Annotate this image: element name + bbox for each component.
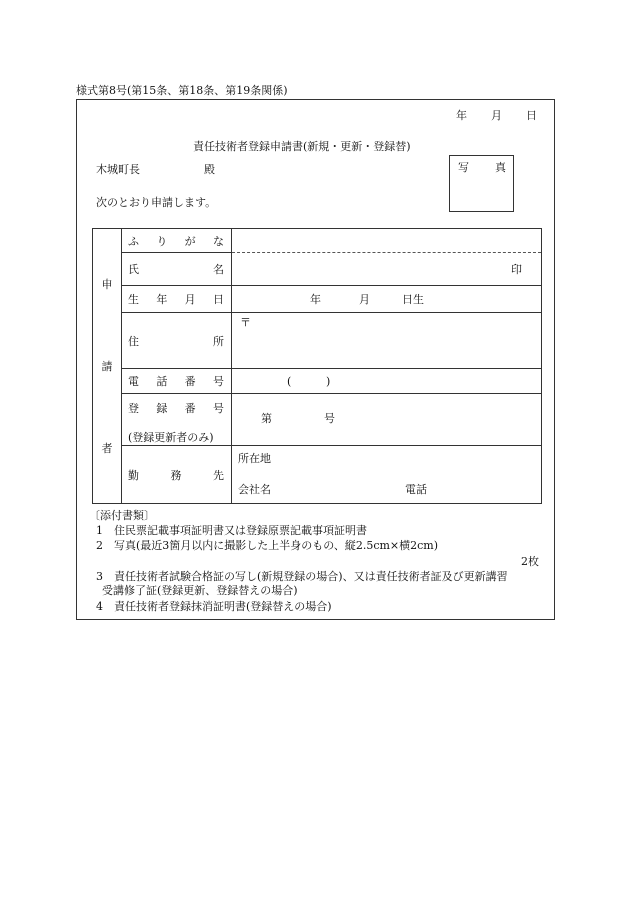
birth-label bbox=[122, 286, 232, 313]
applicant-table bbox=[92, 228, 542, 504]
birth-char-1: 生 bbox=[128, 293, 139, 306]
attachment-item-1: 1 住民票記載事項証明書又は登録原票記載事項証明書 bbox=[96, 524, 367, 537]
registration-char-4: 号 bbox=[212, 402, 224, 415]
address-label bbox=[122, 313, 232, 369]
postal-mark: 〒 bbox=[240, 316, 251, 329]
date-month-label: 月 bbox=[491, 109, 502, 122]
phone-char-1: 電 bbox=[128, 375, 139, 388]
birth-char-4: 日 bbox=[212, 293, 224, 306]
furigana-char-3: が bbox=[184, 234, 196, 248]
phone-paren-close: ) bbox=[326, 375, 331, 388]
date-day-label: 日 bbox=[526, 109, 537, 122]
registration-char-1: 登 bbox=[128, 402, 139, 415]
employer-phone-label: 電話 bbox=[405, 483, 427, 496]
employer-company-label: 会社名 bbox=[238, 483, 271, 496]
attachments-heading: 〔添付書類〕 bbox=[89, 509, 155, 522]
applicant-label-1: 申 bbox=[101, 278, 113, 292]
name-char-1: 氏 bbox=[128, 263, 139, 276]
birth-field[interactable] bbox=[232, 286, 542, 313]
seal-mark: 印 bbox=[511, 263, 522, 276]
date-year-label: 年 bbox=[456, 109, 467, 122]
birth-day-label: 日生 bbox=[402, 293, 424, 306]
employer-char-3: 先 bbox=[213, 468, 224, 482]
addressee-name: 木城町長 bbox=[96, 163, 140, 176]
registration-suffix: 号 bbox=[324, 412, 335, 425]
registration-note: (登録更新者のみ) bbox=[128, 431, 214, 444]
birth-char-3: 月 bbox=[184, 293, 196, 306]
attachment-item-3-line2: 受講修了証(登録更新、登録替えの場合) bbox=[102, 584, 298, 597]
address-char-2: 所 bbox=[213, 334, 224, 348]
form-number: 様式第8号(第15条、第18条、第19条関係) bbox=[76, 84, 288, 97]
furigana-char-4: な bbox=[212, 234, 224, 248]
addressee-honorific: 殿 bbox=[204, 163, 215, 176]
photo-label-2: 真 bbox=[495, 161, 506, 174]
registration-prefix: 第 bbox=[261, 412, 272, 425]
attachment-item-3-line1: 3 責任技術者試験合格証の写し(新規登録の場合)、又は責任技術者証及び更新講習 bbox=[96, 570, 508, 583]
furigana-char-1: ふ bbox=[128, 234, 139, 248]
employer-field[interactable] bbox=[232, 446, 542, 504]
registration-char-3: 番 bbox=[184, 402, 196, 415]
name-char-2: 名 bbox=[213, 263, 224, 276]
attachment-item-2: 2 写真(最近3箇月以内に撮影した上半身のもの、縦2.5cm×横2cm) bbox=[96, 539, 439, 552]
registration-char-2: 録 bbox=[156, 402, 168, 415]
phone-char-4: 号 bbox=[212, 375, 224, 388]
address-field[interactable] bbox=[232, 313, 542, 369]
applicant-label-3: 者 bbox=[101, 441, 113, 455]
document-title: 責任技術者登録申請書(新規・更新・登録替) bbox=[193, 140, 411, 153]
registration-label bbox=[122, 394, 232, 446]
photo-label-1: 写 bbox=[458, 161, 469, 174]
furigana-char-2: り bbox=[156, 234, 168, 248]
attachment-item-2-count: 2枚 bbox=[521, 555, 539, 568]
phone-char-3: 番 bbox=[184, 375, 196, 388]
phone-paren-open: ( bbox=[287, 375, 292, 388]
attachment-item-4: 4 責任技術者登録抹消証明書(登録替えの場合) bbox=[96, 600, 332, 613]
address-char-1: 住 bbox=[128, 334, 139, 348]
registration-field[interactable] bbox=[232, 394, 542, 446]
applicant-label-cell bbox=[93, 229, 122, 504]
employer-char-1: 勤 bbox=[128, 468, 139, 482]
phone-field[interactable] bbox=[232, 369, 542, 394]
birth-month-label: 月 bbox=[359, 293, 370, 306]
intro-text: 次のとおり申請します。 bbox=[96, 196, 217, 209]
employer-char-2: 務 bbox=[170, 468, 182, 482]
name-label bbox=[122, 253, 232, 286]
photo-box bbox=[449, 155, 514, 212]
phone-label bbox=[122, 369, 232, 394]
birth-year-label: 年 bbox=[310, 293, 321, 306]
furigana-label bbox=[122, 229, 232, 253]
employer-label bbox=[122, 446, 232, 504]
birth-char-2: 年 bbox=[156, 293, 168, 306]
furigana-field[interactable] bbox=[232, 229, 542, 253]
name-field[interactable] bbox=[232, 253, 542, 286]
applicant-label-2: 請 bbox=[101, 359, 113, 373]
phone-char-2: 話 bbox=[156, 375, 168, 388]
employer-location-label: 所在地 bbox=[238, 452, 271, 465]
